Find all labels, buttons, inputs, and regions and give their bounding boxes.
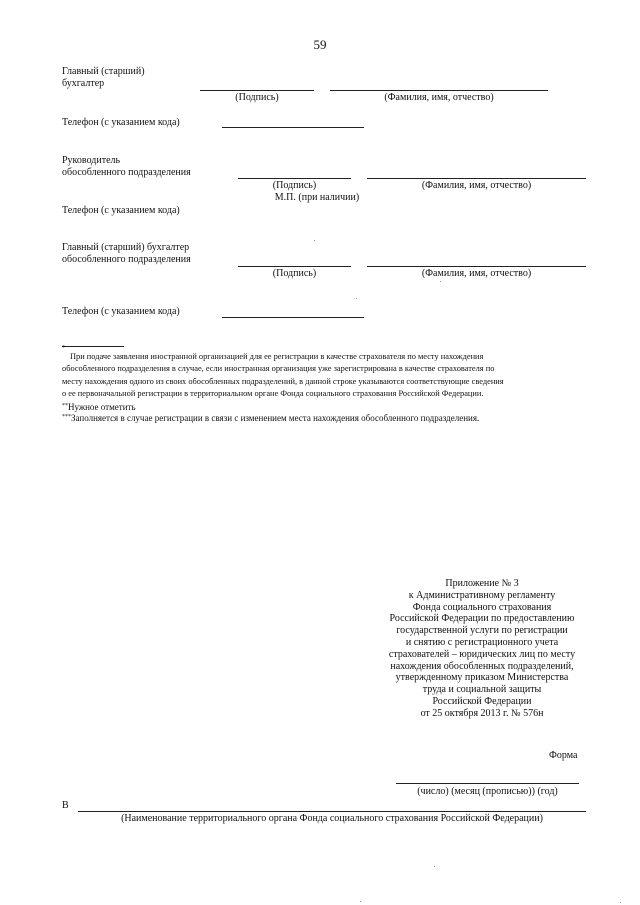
appendix-line: утвержденному приказом Министерства [395, 672, 569, 684]
appendix-line: Российской Федерации по предоставлению [389, 613, 575, 625]
division-head-label [62, 155, 191, 179]
scan-speck [360, 901, 361, 902]
chief-accountant-label [62, 66, 145, 90]
footnote-1-line: о ее первоначальной регистрации в территориальном органе Фонда социального страхования Российской Федерации. [62, 389, 484, 399]
chief-accountant-name-line [330, 90, 548, 91]
division-head-signature-caption: (Подпись) [272, 180, 317, 191]
footnote-3 [62, 412, 479, 424]
division-accountant-name-line [367, 266, 586, 267]
footnote-1-mark: * [62, 344, 66, 352]
division-head-signature-line [238, 178, 351, 179]
division-accountant-signature-line [238, 266, 351, 267]
date-line [396, 783, 579, 784]
recipient-prefix: В [62, 800, 69, 811]
division-accountant-label [62, 242, 191, 266]
appendix-line: к Административному регламенту [408, 589, 556, 601]
scan-speck [620, 902, 621, 903]
division-head-name-caption: (Фамилия, имя, отчество) [421, 180, 532, 191]
footnote-1-line: месту нахождения одного из своих обособленных подразделений, в данной строке указываются соответствующие сведения [62, 376, 504, 386]
division-head-label-line1: Руководитель [62, 155, 121, 166]
footnote-1-line: При подаче заявления иностранной организацией для ее регистрации в качестве страхователя по месту нахождения [70, 352, 484, 361]
appendix-line: Российской Федерации [432, 695, 532, 707]
date-caption: (число) (месяц (прописью)) (год) [417, 786, 558, 797]
division-accountant-name-caption: (Фамилия, имя, отчество) [421, 268, 532, 279]
footnote-1-line: обособленного подразделения в случае, если иностранная организация уже зарегистрирована в качестве страхователя по [62, 364, 495, 374]
scan-speck [356, 298, 357, 299]
footnote-2-text: Нужное отметить [68, 402, 136, 412]
phone-line-3 [222, 317, 364, 318]
page-number: 59 [313, 37, 327, 52]
chief-accountant-signature-caption: (Подпись) [235, 92, 279, 103]
phone-label-1: Телефон (с указанием кода) [62, 117, 180, 128]
chief-accountant-label-line1: Главный (старший) [62, 66, 145, 77]
scan-speck [314, 240, 315, 241]
form-label: Форма [549, 750, 578, 761]
appendix-line: нахождения обособленных подразделений, [390, 660, 574, 672]
footnote-1 [62, 351, 587, 401]
scan-speck [434, 866, 435, 867]
footnote-2-mark: ** [62, 403, 68, 409]
chief-accountant-label-line2: бухгалтер [62, 78, 105, 89]
phone-label-3: Телефон (с указанием кода) [62, 306, 180, 317]
scan-speck [440, 281, 441, 282]
division-accountant-label-line2: обособленного подразделения [62, 254, 191, 265]
chief-accountant-name-caption: (Фамилия, имя, отчество) [384, 92, 494, 103]
division-head-label-line2: обособленного подразделения [62, 167, 191, 178]
appendix-line: Приложение № 3 [445, 578, 519, 589]
appendix-line: и снятию с регистрационного учета [405, 636, 559, 648]
recipient-line [78, 811, 586, 812]
appendix-line: Фонда социального страхования [412, 601, 552, 613]
footnote-3-mark: *** [62, 414, 71, 420]
division-head-name-line [367, 178, 586, 179]
division-accountant-label-line1: Главный (старший) бухгалтер [62, 242, 190, 253]
footnote-separator [62, 346, 124, 347]
appendix-line: государственной услуги по регистрации [396, 625, 568, 637]
footnote-3-text: Заполняется в случае регистрации в связи с изменением места нахождения обособленного подразделения. [71, 413, 480, 423]
phone-line-1 [222, 127, 364, 128]
recipient-caption: (Наименование территориального органа Фонда социального страхования Российской Федерации) [121, 813, 543, 824]
chief-accountant-signature-line [200, 90, 314, 91]
appendix-line: труда и социальной защиты [422, 684, 542, 696]
division-accountant-signature-caption: (Подпись) [272, 268, 317, 279]
stamp-caption: М.П. (при наличии) [274, 192, 360, 203]
appendix-line: от 25 октября 2013 г. № 576н [420, 707, 544, 719]
appendix-line: страхователей – юридических лиц по месту [388, 648, 576, 660]
appendix-block [362, 578, 602, 720]
phone-label-2: Телефон (с указанием кода) [62, 205, 180, 216]
